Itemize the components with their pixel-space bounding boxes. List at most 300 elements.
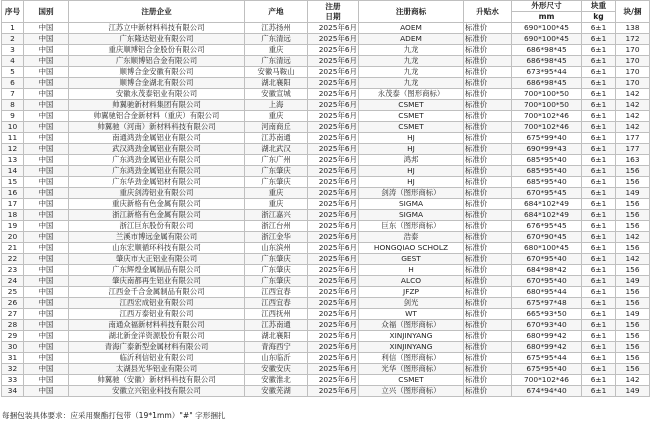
cell-brand: HJ [359,144,464,155]
cell-water: 标准价 [464,199,512,210]
cell-size: 684*98*42 [512,265,582,276]
cell-weight: 6±1 [582,309,616,320]
table-row [2,177,650,188]
cell-water: 标准价 [464,386,512,397]
cell-weight: 6±1 [582,298,616,309]
header-date-line1: 注册 [325,1,341,11]
cell-origin: 广东清远 [245,34,308,45]
cell-weight: 6±1 [582,320,616,331]
cell-country: 中国 [24,133,69,144]
cell-size: 686*98*45 [512,45,582,56]
cell-count: 142 [616,375,650,386]
cell-seq: 2 [2,34,24,45]
table-row [2,45,650,56]
cell-origin: 安徽宣城 [245,89,308,100]
cell-water: 标准价 [464,188,512,199]
cell-country: 中国 [24,331,69,342]
table-row [2,34,650,45]
cell-company: 广东顺博铝合金有限公司 [69,56,245,67]
cell-seq: 31 [2,353,24,364]
cell-seq: 32 [2,364,24,375]
cell-water: 标准价 [464,78,512,89]
cell-count: 156 [616,342,650,353]
cell-date: 2025年6月 [308,122,359,133]
cell-weight: 6±1 [582,177,616,188]
cell-country: 中国 [24,320,69,331]
cell-size: 670*93*40 [512,320,582,331]
cell-water: 标准价 [464,375,512,386]
cell-company: 浙江新格有色金属有限公司 [69,210,245,221]
cell-brand: ALCO [359,276,464,287]
cell-date: 2025年6月 [308,276,359,287]
cell-size: 680*99*42 [512,342,582,353]
cell-brand: JFZP [359,287,464,298]
cell-company: 青海广泰新型金属材料有限公司 [69,342,245,353]
table-row [2,221,650,232]
cell-country: 中国 [24,100,69,111]
cell-size: 680*95*44 [512,287,582,298]
header-country: 国别 [24,1,69,23]
cell-size: 700*102*46 [512,122,582,133]
cell-brand: HJ [359,133,464,144]
cell-water: 标准价 [464,309,512,320]
table-row [2,254,650,265]
cell-weight: 6±1 [582,122,616,133]
cell-count: 170 [616,67,650,78]
cell-water: 标准价 [464,155,512,166]
cell-size: 690*100*45 [512,23,582,34]
cell-seq: 11 [2,133,24,144]
cell-date: 2025年6月 [308,298,359,309]
cell-country: 中国 [24,375,69,386]
cell-brand: 九龙 [359,45,464,56]
table-row [2,133,650,144]
cell-size: 700*100*50 [512,100,582,111]
cell-company: 武汉鸿劲金属铝业有限公司 [69,144,245,155]
cell-size: 684*102*49 [512,210,582,221]
cell-country: 中国 [24,254,69,265]
cell-brand: HONGQIAO SCHOLZ [359,243,464,254]
header-company: 注册企业 [69,1,245,23]
cell-weight: 6±1 [582,375,616,386]
cell-country: 中国 [24,210,69,221]
cell-company: 重庆顺博铝合金股份有限公司 [69,45,245,56]
cell-count: 149 [616,188,650,199]
header-origin: 产地 [245,1,308,23]
cell-origin: 江苏南通 [245,320,308,331]
cell-origin: 广东肇庆 [245,265,308,276]
cell-water: 标准价 [464,243,512,254]
cell-country: 中国 [24,45,69,56]
registration-table [1,0,650,397]
cell-water: 标准价 [464,133,512,144]
cell-brand: 剑光 [359,298,464,309]
cell-company: 广东华劲金属铝材有限公司 [69,177,245,188]
cell-date: 2025年6月 [308,287,359,298]
cell-origin: 广东肇庆 [245,276,308,287]
cell-country: 中国 [24,342,69,353]
cell-origin: 广东清远 [245,56,308,67]
cell-country: 中国 [24,89,69,100]
cell-date: 2025年6月 [308,309,359,320]
table-row [2,199,650,210]
cell-water: 标准价 [464,100,512,111]
cell-brand: XINJINYANG [359,331,464,342]
cell-weight: 6±1 [582,45,616,56]
cell-date: 2025年6月 [308,353,359,364]
cell-country: 中国 [24,265,69,276]
cell-size: 670*95*40 [512,276,582,287]
cell-weight: 6±1 [582,254,616,265]
cell-brand: 九龙 [359,56,464,67]
cell-seq: 3 [2,45,24,56]
table-row [2,100,650,111]
cell-date: 2025年6月 [308,155,359,166]
cell-count: 156 [616,320,650,331]
cell-seq: 7 [2,89,24,100]
table-row [2,144,650,155]
cell-company: 南通众福新材料科技有限公司 [69,320,245,331]
cell-count: 142 [616,111,650,122]
cell-weight: 6±1 [582,34,616,45]
cell-date: 2025年6月 [308,232,359,243]
cell-company: 顺博合金湖北有限公司 [69,78,245,89]
cell-count: 156 [616,298,650,309]
cell-seq: 15 [2,177,24,188]
cell-origin: 江苏南通 [245,133,308,144]
table-row [2,298,650,309]
cell-water: 标准价 [464,320,512,331]
cell-seq: 8 [2,100,24,111]
table-row [2,309,650,320]
cell-brand: 众福（图形商标） [359,320,464,331]
cell-company: 广东隆达铝业有限公司 [69,34,245,45]
cell-brand: HJ [359,177,464,188]
cell-date: 2025年6月 [308,67,359,78]
cell-country: 中国 [24,177,69,188]
cell-origin: 湖北襄阳 [245,78,308,89]
cell-origin: 浙江台州 [245,221,308,232]
cell-brand: CSMET [359,111,464,122]
cell-date: 2025年6月 [308,177,359,188]
cell-weight: 6±1 [582,56,616,67]
cell-origin: 江西宜春 [245,287,308,298]
cell-size: 670*95*40 [512,254,582,265]
cell-origin: 山东临沂 [245,353,308,364]
table-row [2,320,650,331]
cell-company: 重庆新格有色金属有限公司 [69,199,245,210]
table-row [2,67,650,78]
table-row [2,353,650,364]
cell-size: 700*102*46 [512,375,582,386]
cell-weight: 6±1 [582,243,616,254]
cell-date: 2025年6月 [308,56,359,67]
cell-seq: 4 [2,56,24,67]
cell-count: 170 [616,45,650,56]
cell-company: 安徽立兴铝业科技有限公司 [69,386,245,397]
cell-company: 肇庆市大正铝业有限公司 [69,254,245,265]
cell-company: 兰溪市博远金属有限公司 [69,232,245,243]
cell-count: 142 [616,254,650,265]
cell-count: 177 [616,144,650,155]
cell-seq: 14 [2,166,24,177]
cell-brand: 浩泰 [359,232,464,243]
cell-brand: 九龙 [359,67,464,78]
cell-water: 标准价 [464,342,512,353]
cell-brand: CSMET [359,100,464,111]
cell-water: 标准价 [464,298,512,309]
cell-size: 686*98*45 [512,56,582,67]
cell-water: 标准价 [464,122,512,133]
table-header [2,1,650,23]
cell-brand: GEST [359,254,464,265]
cell-date: 2025年6月 [308,243,359,254]
cell-water: 标准价 [464,89,512,100]
cell-seq: 6 [2,78,24,89]
cell-weight: 6±1 [582,221,616,232]
cell-size: 684*102*49 [512,199,582,210]
cell-origin: 广东肇庆 [245,254,308,265]
cell-brand: 立兴（图形商标） [359,386,464,397]
cell-country: 中国 [24,34,69,45]
cell-date: 2025年6月 [308,133,359,144]
cell-weight: 6±1 [582,342,616,353]
table-row [2,111,650,122]
cell-company: 浙江巨东股份有限公司 [69,221,245,232]
header-size-unit: mm [512,12,582,23]
cell-seq: 16 [2,188,24,199]
cell-count: 156 [616,265,650,276]
cell-country: 中国 [24,276,69,287]
cell-size: 690*100*45 [512,34,582,45]
cell-water: 标准价 [464,276,512,287]
cell-company: 江西万泰铝业有限公司 [69,309,245,320]
cell-count: 163 [616,155,650,166]
cell-water: 标准价 [464,331,512,342]
cell-count: 177 [616,133,650,144]
cell-count: 156 [616,364,650,375]
cell-date: 2025年6月 [308,23,359,34]
cell-date: 2025年6月 [308,364,359,375]
cell-count: 156 [616,287,650,298]
cell-seq: 18 [2,210,24,221]
cell-origin: 浙江金华 [245,232,308,243]
cell-origin: 湖北襄阳 [245,331,308,342]
header-count: 块/捆 [616,1,650,23]
cell-water: 标准价 [464,287,512,298]
cell-size: 700*102*46 [512,111,582,122]
cell-weight: 6±1 [582,89,616,100]
cell-origin: 重庆 [245,188,308,199]
table-row [2,364,650,375]
cell-count: 156 [616,166,650,177]
cell-country: 中国 [24,243,69,254]
table-row [2,56,650,67]
cell-seq: 24 [2,276,24,287]
cell-country: 中国 [24,188,69,199]
cell-weight: 6±1 [582,386,616,397]
cell-country: 中国 [24,309,69,320]
cell-seq: 21 [2,243,24,254]
cell-water: 标准价 [464,144,512,155]
cell-seq: 5 [2,67,24,78]
cell-weight: 6±1 [582,364,616,375]
cell-country: 中国 [24,166,69,177]
cell-country: 中国 [24,155,69,166]
cell-origin: 山东滨州 [245,243,308,254]
cell-origin: 青海西宁 [245,342,308,353]
cell-weight: 6±1 [582,188,616,199]
cell-origin: 安徽芜湖 [245,386,308,397]
cell-count: 156 [616,177,650,188]
table-row [2,210,650,221]
header-date [308,1,359,23]
cell-seq: 9 [2,111,24,122]
cell-seq: 25 [2,287,24,298]
table-row [2,386,650,397]
cell-country: 中国 [24,386,69,397]
cell-country: 中国 [24,232,69,243]
cell-company: 江西金千合金属制品有限公司 [69,287,245,298]
cell-weight: 6±1 [582,210,616,221]
cell-origin: 广东广州 [245,155,308,166]
cell-weight: 6±1 [582,199,616,210]
cell-count: 156 [616,199,650,210]
cell-count: 142 [616,100,650,111]
cell-count: 149 [616,386,650,397]
cell-date: 2025年6月 [308,331,359,342]
table-row [2,78,650,89]
cell-size: 674*94*40 [512,386,582,397]
cell-seq: 19 [2,221,24,232]
cell-brand: 光华（图形商标） [359,364,464,375]
cell-brand: 永茂泰（图形商标） [359,89,464,100]
cell-date: 2025年6月 [308,375,359,386]
cell-water: 标准价 [464,34,512,45]
cell-water: 标准价 [464,364,512,375]
cell-size: 680*100*45 [512,243,582,254]
cell-count: 142 [616,89,650,100]
cell-water: 标准价 [464,254,512,265]
cell-weight: 6±1 [582,331,616,342]
cell-country: 中国 [24,67,69,78]
cell-size: 686*98*45 [512,78,582,89]
cell-company: 临沂利信铝业有限公司 [69,353,245,364]
cell-size: 675*95*40 [512,364,582,375]
cell-count: 156 [616,353,650,364]
cell-count: 149 [616,276,650,287]
cell-country: 中国 [24,221,69,232]
table-row [2,287,650,298]
cell-brand: 剑涛（图形商标） [359,188,464,199]
cell-weight: 6±1 [582,133,616,144]
cell-origin: 重庆 [245,199,308,210]
table-row [2,375,650,386]
cell-weight: 6±1 [582,166,616,177]
cell-origin: 浙江嘉兴 [245,210,308,221]
cell-country: 中国 [24,353,69,364]
table-row [2,23,650,34]
cell-seq: 23 [2,265,24,276]
cell-company: 帅翼驰铝合金新材料（重庆）有限公司 [69,111,245,122]
cell-weight: 6±1 [582,155,616,166]
cell-count: 142 [616,232,650,243]
cell-brand: HJ [359,166,464,177]
cell-weight: 6±1 [582,100,616,111]
cell-water: 标准价 [464,67,512,78]
cell-seq: 27 [2,309,24,320]
cell-country: 中国 [24,23,69,34]
cell-water: 标准价 [464,166,512,177]
cell-origin: 江西抚州 [245,309,308,320]
cell-date: 2025年6月 [308,111,359,122]
cell-date: 2025年6月 [308,210,359,221]
cell-company: 广东鸿劲金属铝业有限公司 [69,166,245,177]
cell-date: 2025年6月 [308,386,359,397]
cell-origin: 重庆 [245,45,308,56]
cell-country: 中国 [24,287,69,298]
cell-seq: 10 [2,122,24,133]
cell-count: 172 [616,34,650,45]
header-size: 外形尺寸 [512,1,582,12]
cell-company: 顺博合金安徽有限公司 [69,67,245,78]
cell-country: 中国 [24,111,69,122]
cell-size: 670*95*45 [512,188,582,199]
cell-origin: 重庆 [245,111,308,122]
cell-seq: 12 [2,144,24,155]
cell-size: 676*95*45 [512,221,582,232]
table-row [2,342,650,353]
cell-count: 170 [616,78,650,89]
cell-water: 标准价 [464,45,512,56]
cell-brand: SIGMA [359,210,464,221]
cell-weight: 6±1 [582,67,616,78]
cell-company: 安徽永茂泰铝业有限公司 [69,89,245,100]
cell-size: 685*95*40 [512,155,582,166]
cell-date: 2025年6月 [308,342,359,353]
cell-seq: 28 [2,320,24,331]
cell-size: 675*99*40 [512,133,582,144]
cell-size: 685*95*40 [512,177,582,188]
cell-origin: 安徽马鞍山 [245,67,308,78]
cell-count: 170 [616,56,650,67]
cell-date: 2025年6月 [308,34,359,45]
cell-brand: CSMET [359,122,464,133]
packing-footnote: 每捆包装具体要求：应采用聚酯打包带（19*1mm）"#" 字形捆扎 [2,411,226,420]
cell-company: 南通鸿劲金属铝业有限公司 [69,133,245,144]
table-row [2,155,650,166]
cell-country: 中国 [24,56,69,67]
header-weight: 块重 [582,1,616,12]
table-row [2,276,650,287]
cell-date: 2025年6月 [308,320,359,331]
cell-size: 700*100*50 [512,89,582,100]
table-row [2,188,650,199]
cell-size: 675*95*44 [512,353,582,364]
cell-origin: 江西宜春 [245,298,308,309]
cell-brand: 利信（图形商标） [359,353,464,364]
cell-size: 685*95*40 [512,166,582,177]
cell-weight: 6±1 [582,144,616,155]
cell-seq: 26 [2,298,24,309]
cell-size: 675*97*48 [512,298,582,309]
cell-seq: 33 [2,375,24,386]
cell-count: 138 [616,23,650,34]
cell-weight: 6±1 [582,23,616,34]
table-row [2,122,650,133]
cell-seq: 30 [2,342,24,353]
header-water: 升贴水 [464,1,512,23]
